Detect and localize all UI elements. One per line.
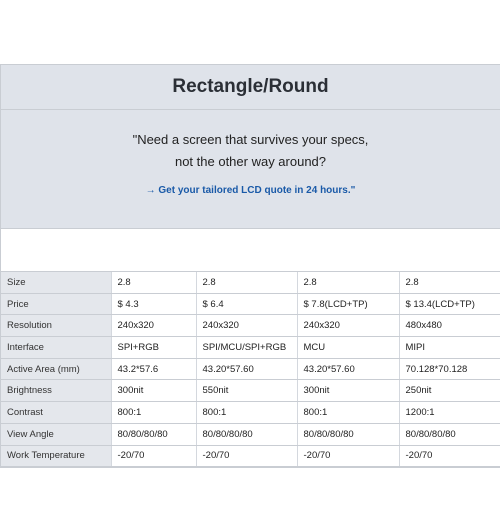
- spec-value: -20/70: [399, 445, 500, 467]
- spec-value: 250nit: [399, 380, 500, 402]
- spec-value: 1200:1: [399, 402, 500, 424]
- table-row: [1, 293, 500, 315]
- product-spec-card: [0, 64, 500, 468]
- spec-value: 43.20*57.60: [196, 358, 297, 380]
- table-row: [1, 315, 500, 337]
- spec-value: 300nit: [297, 380, 399, 402]
- table-row: [1, 402, 500, 424]
- spec-label: Contrast: [1, 402, 111, 424]
- spec-value: 240x320: [196, 315, 297, 337]
- quote-link[interactable]: → Get your tailored LCD quote in 24 hours.": [145, 185, 356, 196]
- spacer: [1, 229, 500, 272]
- spec-value: 2.8: [111, 272, 196, 293]
- spec-value: $ 4.3: [111, 293, 196, 315]
- spec-value: MIPI: [399, 337, 500, 359]
- spec-value: 43.2*57.6: [111, 358, 196, 380]
- spec-label: View Angle: [1, 423, 111, 445]
- page-title: Rectangle/Round: [172, 76, 329, 97]
- spec-value: SPI+RGB: [111, 337, 196, 359]
- spec-label: Resolution: [1, 315, 111, 337]
- table-row: [1, 445, 500, 467]
- spec-label: Price: [1, 293, 111, 315]
- specs-table: [1, 272, 500, 467]
- spec-value: 80/80/80/80: [111, 423, 196, 445]
- table-row: [1, 358, 500, 380]
- spec-value: 800:1: [297, 402, 399, 424]
- promo-text-line-2: not the other way around?: [174, 154, 327, 169]
- spec-value: 80/80/80/80: [196, 423, 297, 445]
- spec-label: Interface: [1, 337, 111, 359]
- promo-banner: [1, 110, 500, 229]
- spec-value: $ 6.4: [196, 293, 297, 315]
- spec-value: -20/70: [297, 445, 399, 467]
- spec-value: 43.20*57.60: [297, 358, 399, 380]
- table-row: [1, 423, 500, 445]
- card-header: [1, 65, 500, 110]
- spec-value: 2.8: [297, 272, 399, 293]
- table-row: [1, 272, 500, 293]
- spec-value: 480x480: [399, 315, 500, 337]
- spec-value: 800:1: [196, 402, 297, 424]
- spec-value: $ 7.8(LCD+TP): [297, 293, 399, 315]
- spec-value: 550nit: [196, 380, 297, 402]
- table-row: [1, 380, 500, 402]
- spec-value: 2.8: [196, 272, 297, 293]
- spec-value: 80/80/80/80: [399, 423, 500, 445]
- spec-value: 80/80/80/80: [297, 423, 399, 445]
- spec-value: 800:1: [111, 402, 196, 424]
- spec-label: Work Temperature: [1, 445, 111, 467]
- spec-value: 240x320: [297, 315, 399, 337]
- spec-value: SPI/MCU/SPI+RGB: [196, 337, 297, 359]
- spec-value: 240x320: [111, 315, 196, 337]
- spec-value: -20/70: [196, 445, 297, 467]
- spec-value: 2.8: [399, 272, 500, 293]
- spec-label: Active Area (mm): [1, 358, 111, 380]
- table-row: [1, 337, 500, 359]
- spec-label: Brightness: [1, 380, 111, 402]
- spec-value: MCU: [297, 337, 399, 359]
- spec-value: -20/70: [111, 445, 196, 467]
- spec-value: 300nit: [111, 380, 196, 402]
- spec-label: Size: [1, 272, 111, 293]
- promo-text-line-1: "Need a screen that survives your specs,: [132, 132, 369, 147]
- spec-value: 70.128*70.128: [399, 358, 500, 380]
- spec-value: $ 13.4(LCD+TP): [399, 293, 500, 315]
